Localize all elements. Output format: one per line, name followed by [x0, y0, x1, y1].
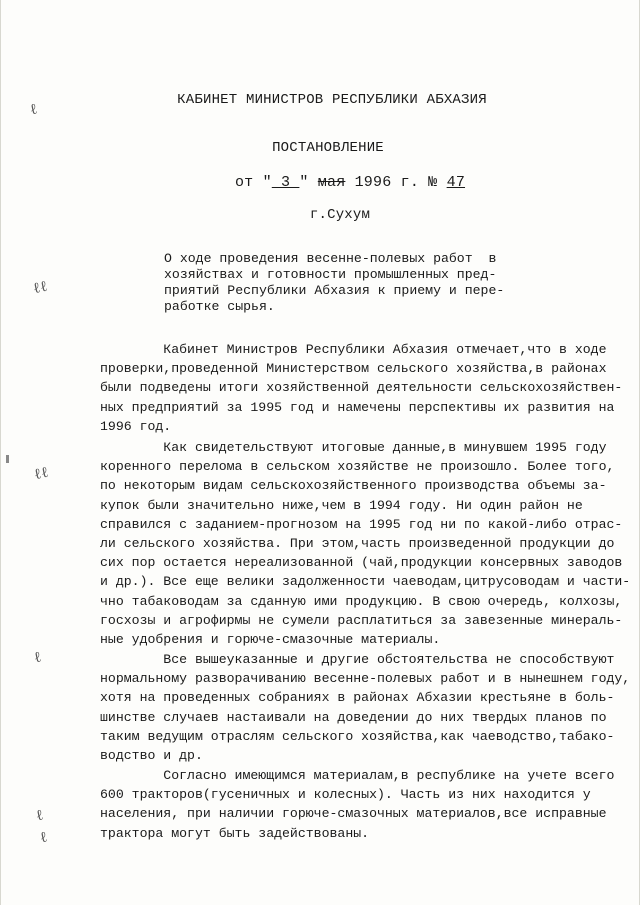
- body-paragraph-3: Все вышеуказанные и другие обстоятельства не способствуют нормальному разворачиванию весенне-полевых работ и в нынешнем году, хотя на проведенных собраниях в районах Абхазии крестьяне в боль- шинстве случаев настаивали на доведении до них твердых планов по таким ведущим отраслям сельского хозяйства,как чаеводство,табако- водство и др.: [100, 652, 631, 764]
- document-type: ПОСТАНОВЛЕНИЕ: [272, 140, 384, 156]
- organization-title: КАБИНЕТ МИНИСТРОВ РЕСПУБЛИКИ АБХАЗИЯ: [177, 92, 487, 108]
- page-edge-left: [0, 0, 1, 905]
- date-line: [30, 174, 640, 191]
- body-paragraph-1: Кабинет Министров Республики Абхазия отмечает,что в ходе проверки,проведенной Министерством сельского хозяйства,в районах были подведены итоги хозяйственной деятельности сельскохозяйствен- ных предприятий за 1995 год и намечены перспективы их развития на 1996 год.: [100, 342, 623, 434]
- date-year: 1996 г. №: [345, 174, 447, 191]
- date-day: 3: [271, 174, 300, 191]
- city: г.Сухум: [309, 207, 371, 223]
- margin-handwritten-mark: ℓ: [32, 647, 43, 667]
- decree-subject: О ходе проведения весенне-полевых работ в хозяйствах и готовности промышленных пред- приятий Республики Абхазия к приему и пере- работке сырья.: [164, 251, 505, 314]
- margin-handwritten-mark: ℓ: [38, 827, 49, 847]
- decree-number: 47: [446, 174, 466, 191]
- margin-handwritten-mark: ℓℓ: [32, 462, 50, 484]
- date-mid: ": [299, 174, 318, 191]
- body-paragraph-4: Согласно имеющимся материалам,в республике на учете всего 600 тракторов(гусеничных и колесных). Часть из них находится у населения, при наличии горюче-смазочных материалов,все исправные трактора могут быть задействованы.: [100, 768, 615, 841]
- date-month: мая: [317, 174, 346, 191]
- body-paragraph-2: Как свидетельствуют итоговые данные,в минувшем 1995 году коренного перелома в сельском хозяйстве не произошло. Более того, по некоторым видам сельскохозяйственного производства объемы за- купок были значительно ниже,чем в 1994 году. Ни один район не справился с заданием-прогнозом на 1995 год ни по какой-либо отрас- ли сельского хозяйства. При этом,часть произведенной продукции до сих пор остается нереализованной (чай,продукции консервных заводов и др.). Все еще велики задолженности чаеводам,цитрусоводам и части- чно табаководам за сданную ими продукцию. В свою очередь, колхозы, госхозы и агрофирмы не сумели расплатиться за завезенные минераль- ные удобрения и горюче-смазочные материалы.: [100, 440, 631, 648]
- margin-tick: [6, 455, 9, 463]
- margin-handwritten-mark: ℓℓ: [31, 276, 49, 298]
- margin-handwritten-mark: ℓ: [28, 99, 39, 119]
- date-prefix: от ": [234, 174, 272, 191]
- margin-handwritten-mark: ℓ: [34, 805, 45, 825]
